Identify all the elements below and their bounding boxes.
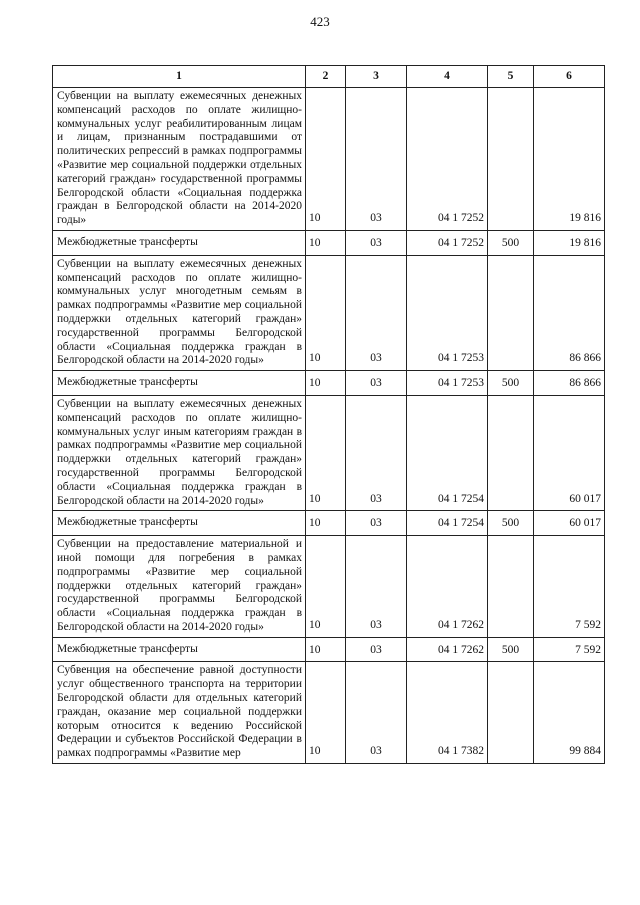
row-section: 10: [306, 662, 346, 764]
row-description: Межбюджетные трансферты: [53, 511, 306, 536]
row-section: 10: [306, 511, 346, 536]
row-subsection: 03: [346, 536, 407, 638]
column-header-5: 5: [488, 66, 534, 88]
row-description: Субвенция на обеспечение равной доступности услуг общественного транспорта на территории Белгородской области для отдельных категорий граждан, оказание мер социальной поддержки которым относится к ведению Российской Федерации и субъектов Российской Федерации в рамках подпрограммы «Развитие мер: [53, 662, 306, 764]
header-row: [53, 66, 605, 88]
row-amount: 86 866: [534, 371, 605, 396]
row-expense-type: [488, 255, 534, 370]
row-expense-type: 500: [488, 230, 534, 255]
row-section: 10: [306, 255, 346, 370]
row-target-code: 04 1 7254: [407, 511, 488, 536]
row-amount: 60 017: [534, 511, 605, 536]
row-amount: 19 816: [534, 230, 605, 255]
row-amount: 60 017: [534, 395, 605, 510]
row-expense-type: 500: [488, 511, 534, 536]
row-target-code: 04 1 7252: [407, 88, 488, 231]
table-row: [53, 88, 605, 231]
row-target-code: 04 1 7252: [407, 230, 488, 255]
table-header: [53, 66, 605, 88]
table-row: [53, 395, 605, 510]
row-subsection: 03: [346, 255, 407, 370]
row-subsection: 03: [346, 371, 407, 396]
table-row: [53, 230, 605, 255]
row-target-code: 04 1 7262: [407, 536, 488, 638]
row-subsection: 03: [346, 88, 407, 231]
row-subsection: 03: [346, 395, 407, 510]
row-section: 10: [306, 371, 346, 396]
row-expense-type: [488, 88, 534, 231]
table-body: [53, 88, 605, 764]
table-row: [53, 637, 605, 662]
row-expense-type: 500: [488, 371, 534, 396]
row-section: 10: [306, 395, 346, 510]
row-section: 10: [306, 637, 346, 662]
column-header-1: 1: [53, 66, 306, 88]
row-description: Субвенции на предоставление материальной и иной помощи для погребения в рамках подпрограммы «Развитие мер социальной поддержки отдельных категорий граждан» государственной программы Белгородской области «Социальная поддержка граждан в Белгородской области на 2014-2020 годы»: [53, 536, 306, 638]
row-description: Субвенции на выплату ежемесячных денежных компенсаций расходов по оплате жилищно-коммунальных услуг иным категориям граждан в рамках подпрограммы «Развитие мер социальной поддержки отдельных категорий граждан» государственной программы Белгородской области «Социальная поддержка граждан в Белгородской области на 2014-2020 годы»: [53, 395, 306, 510]
row-target-code: 04 1 7253: [407, 371, 488, 396]
row-subsection: 03: [346, 230, 407, 255]
table-row: [53, 536, 605, 638]
column-header-6: 6: [534, 66, 605, 88]
row-expense-type: [488, 395, 534, 510]
row-description: Межбюджетные трансферты: [53, 371, 306, 396]
row-description: Субвенции на выплату ежемесячных денежных компенсаций расходов по оплате жилищно-коммунальных услуг многодетным семьям в рамках подпрограммы «Развитие мер социальной поддержки отдельных категорий граждан» государственной программы Белгородской области «Социальная поддержка граждан в Белгородской области на 2014-2020 годы»: [53, 255, 306, 370]
row-expense-type: [488, 536, 534, 638]
column-header-2: 2: [306, 66, 346, 88]
row-amount: 7 592: [534, 637, 605, 662]
row-expense-type: 500: [488, 637, 534, 662]
budget-table: [52, 65, 605, 764]
row-target-code: 04 1 7262: [407, 637, 488, 662]
row-section: 10: [306, 230, 346, 255]
row-subsection: 03: [346, 662, 407, 764]
column-header-3: 3: [346, 66, 407, 88]
row-description: Межбюджетные трансферты: [53, 637, 306, 662]
row-amount: 86 866: [534, 255, 605, 370]
row-target-code: 04 1 7382: [407, 662, 488, 764]
table-row: [53, 255, 605, 370]
row-expense-type: [488, 662, 534, 764]
row-amount: 19 816: [534, 88, 605, 231]
row-subsection: 03: [346, 511, 407, 536]
column-header-4: 4: [407, 66, 488, 88]
row-description: Межбюджетные трансферты: [53, 230, 306, 255]
row-target-code: 04 1 7254: [407, 395, 488, 510]
table-row: [53, 662, 605, 764]
row-section: 10: [306, 536, 346, 638]
row-section: 10: [306, 88, 346, 231]
row-subsection: 03: [346, 637, 407, 662]
row-target-code: 04 1 7253: [407, 255, 488, 370]
table-row: [53, 371, 605, 396]
row-description: Субвенции на выплату ежемесячных денежных компенсаций расходов по оплате жилищно-коммунальных услуг реабилитированным лицам и лицам, признанным пострадавшими от политических репрессий в рамках подпрограммы «Развитие мер социальной поддержки отдельных категорий граждан» государственной программы Белгородской области «Социальная поддержка граждан в Белгородской области на 2014-2020 годы»: [53, 88, 306, 231]
page-number: 423: [310, 14, 330, 29]
row-amount: 7 592: [534, 536, 605, 638]
row-amount: 99 884: [534, 662, 605, 764]
table-row: [53, 511, 605, 536]
